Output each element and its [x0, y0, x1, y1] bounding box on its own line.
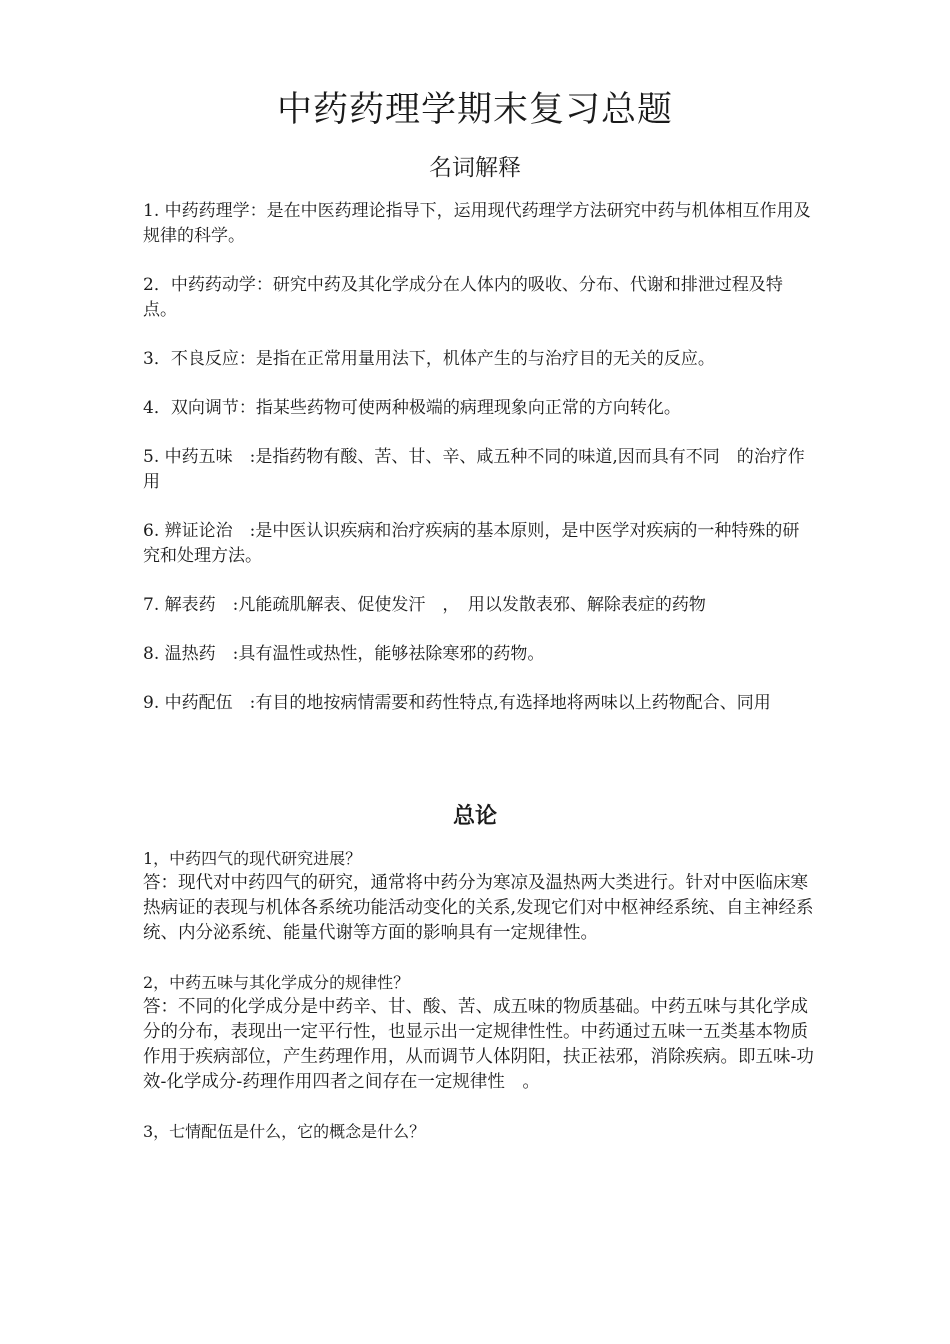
- answer-text: 答：现代对中药四气的研究，通常将中药分为寒凉及温热两大类进行。针对中医临床寒热病证的表现与机体各系统功能活动变化的关系,发现它们对中枢神经系统、自主神经系统、内分泌系统、能量代谢等方面的影响具有一定规律性。: [143, 873, 814, 943]
- definition-item: 1. 中药药理学：是在中医药理论指导下，运用现代药理学方法研究中药与机体相互作用及规律的科学。: [143, 201, 811, 246]
- document-title: 中药药理学期末复习总题: [276, 90, 673, 130]
- definition-item: 5. 中药五味 :是指药物有酸、苦、甘、辛、咸五种不同的味道,因而具有不同 的治疗作用: [143, 447, 805, 492]
- qa-item: [143, 846, 815, 946]
- qa-item: [143, 1119, 815, 1144]
- definition-item: 8. 温热药 :具有温性或热性，能够祛除寒邪的药物。: [143, 644, 545, 664]
- definition-item: 3．不良反应：是指在正常用量用法下，机体产生的与治疗目的无关的反应。: [143, 349, 715, 369]
- definitions-list: [143, 199, 813, 740]
- question-text: 2，中药五味与其化学成分的规律性？: [143, 973, 410, 992]
- qa-list: [143, 846, 815, 1168]
- definition-item: 6. 辨证论治 :是中医认识疾病和治疗疾病的基本原则，是中医学对疾病的一种特殊的研究和处理方法。: [143, 521, 800, 566]
- section-heading-terms: 名词解释: [429, 155, 521, 181]
- definition-item: 7. 解表药 :凡能疏肌解表、促使发汗 ， 用以发散表邪、解除表症的药物: [143, 595, 706, 615]
- qa-item: [143, 970, 815, 1095]
- section-heading-general: 总论: [452, 803, 497, 829]
- definition-item: 2．中药药动学：研究中药及其化学成分在人体内的吸收、分布、代谢和排泄过程及特点。: [143, 275, 783, 320]
- definition-item: 4．双向调节：指某些药物可使两种极端的病理现象向正常的方向转化。: [143, 398, 681, 418]
- question-text: 1，中药四气的现代研究进展？: [143, 849, 362, 868]
- definition-item: 9. 中药配伍 :有目的地按病情需要和药性特点,有选择地将两味以上药物配合、同用: [143, 693, 771, 713]
- answer-text: 答：不同的化学成分是中药辛、甘、酸、苦、成五味的物质基础。中药五味与其化学成分的分布，表现出一定平行性，也显示出一定规律性性。中药通过五味一五类基本物质作用于疾病部位，产生药理作用，从而调节人体阴阳，扶正祛邪，消除疾病。即五味-功效-化学成分-药理作用四者之间存在一定规律性 。: [143, 997, 814, 1092]
- question-text: 3，七情配伍是什么，它的概念是什么？: [143, 1122, 426, 1141]
